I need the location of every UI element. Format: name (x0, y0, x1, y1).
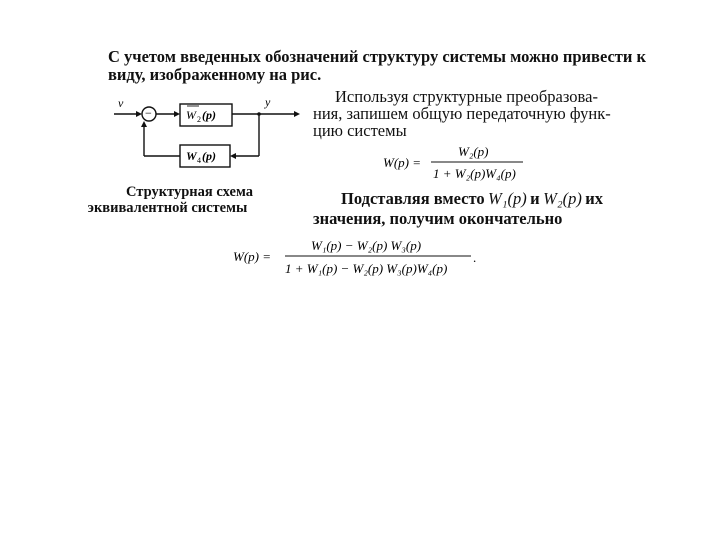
formula1-lhs: W(p) = (383, 155, 422, 170)
feedback-block-w: W (186, 149, 197, 163)
formula2-end: . (473, 250, 477, 265)
feedback-up-arrow (141, 121, 147, 127)
formula-final (233, 236, 483, 282)
intro-line-2: виду, изображенному на рис. (108, 65, 322, 84)
substitution-line-2: значения, получим окончательно (313, 209, 563, 228)
substitution-paragraph (313, 189, 603, 229)
forward-arrow (174, 111, 180, 117)
intro-paragraph (108, 47, 647, 84)
intro-line-1: С учетом введенных обозначений структуру системы можно привести к (108, 47, 647, 66)
sum-sign: − (145, 106, 152, 120)
output-arrow (294, 111, 300, 117)
substitution-w2: W₂(p) (543, 189, 582, 208)
substitution-and: и (530, 189, 540, 208)
right-paragraph (313, 88, 611, 139)
forward-block-arg: (p) (202, 108, 216, 122)
substitution-their: их (585, 189, 603, 208)
formula1-denominator: 1 + W₂(p)W₄(p) (433, 166, 516, 181)
block-diagram (108, 92, 308, 170)
feedback-block-sub: 4 (197, 156, 201, 165)
forward-block-sub: 2 (197, 115, 201, 124)
formula2-denominator: 1 + W₁(p) − W₂(p) W₃(p)W₄(p) (285, 261, 448, 276)
formula1-numerator: W₂(p) (458, 144, 489, 159)
formula-transfer-function (383, 142, 543, 184)
substitution-line-1 (313, 189, 603, 209)
diagram-caption (87, 184, 253, 216)
input-label: v (118, 96, 124, 110)
right-para-line-3: цию системы (313, 121, 407, 140)
formula2-lhs: W(p) = (233, 249, 272, 264)
caption-line-2: эквивалентной системы (87, 200, 248, 216)
input-arrow (136, 111, 142, 117)
substitution-text-a: Подставляя вместо (341, 189, 485, 208)
right-para-line-2: ния, запишем общую передаточную функ- (313, 104, 611, 123)
right-para-line-1: Используя структурные преобразова- (335, 87, 598, 106)
caption-line-1: Структурная схема (126, 184, 253, 200)
substitution-w1: W₁(p) (488, 189, 527, 208)
formula2-numerator: W₁(p) − W₂(p) W₃(p) (311, 238, 422, 253)
forward-block-w: W (186, 108, 196, 122)
feedback-arrow (230, 153, 236, 159)
feedback-block-arg: (p) (202, 149, 216, 163)
output-label: y (265, 95, 271, 109)
